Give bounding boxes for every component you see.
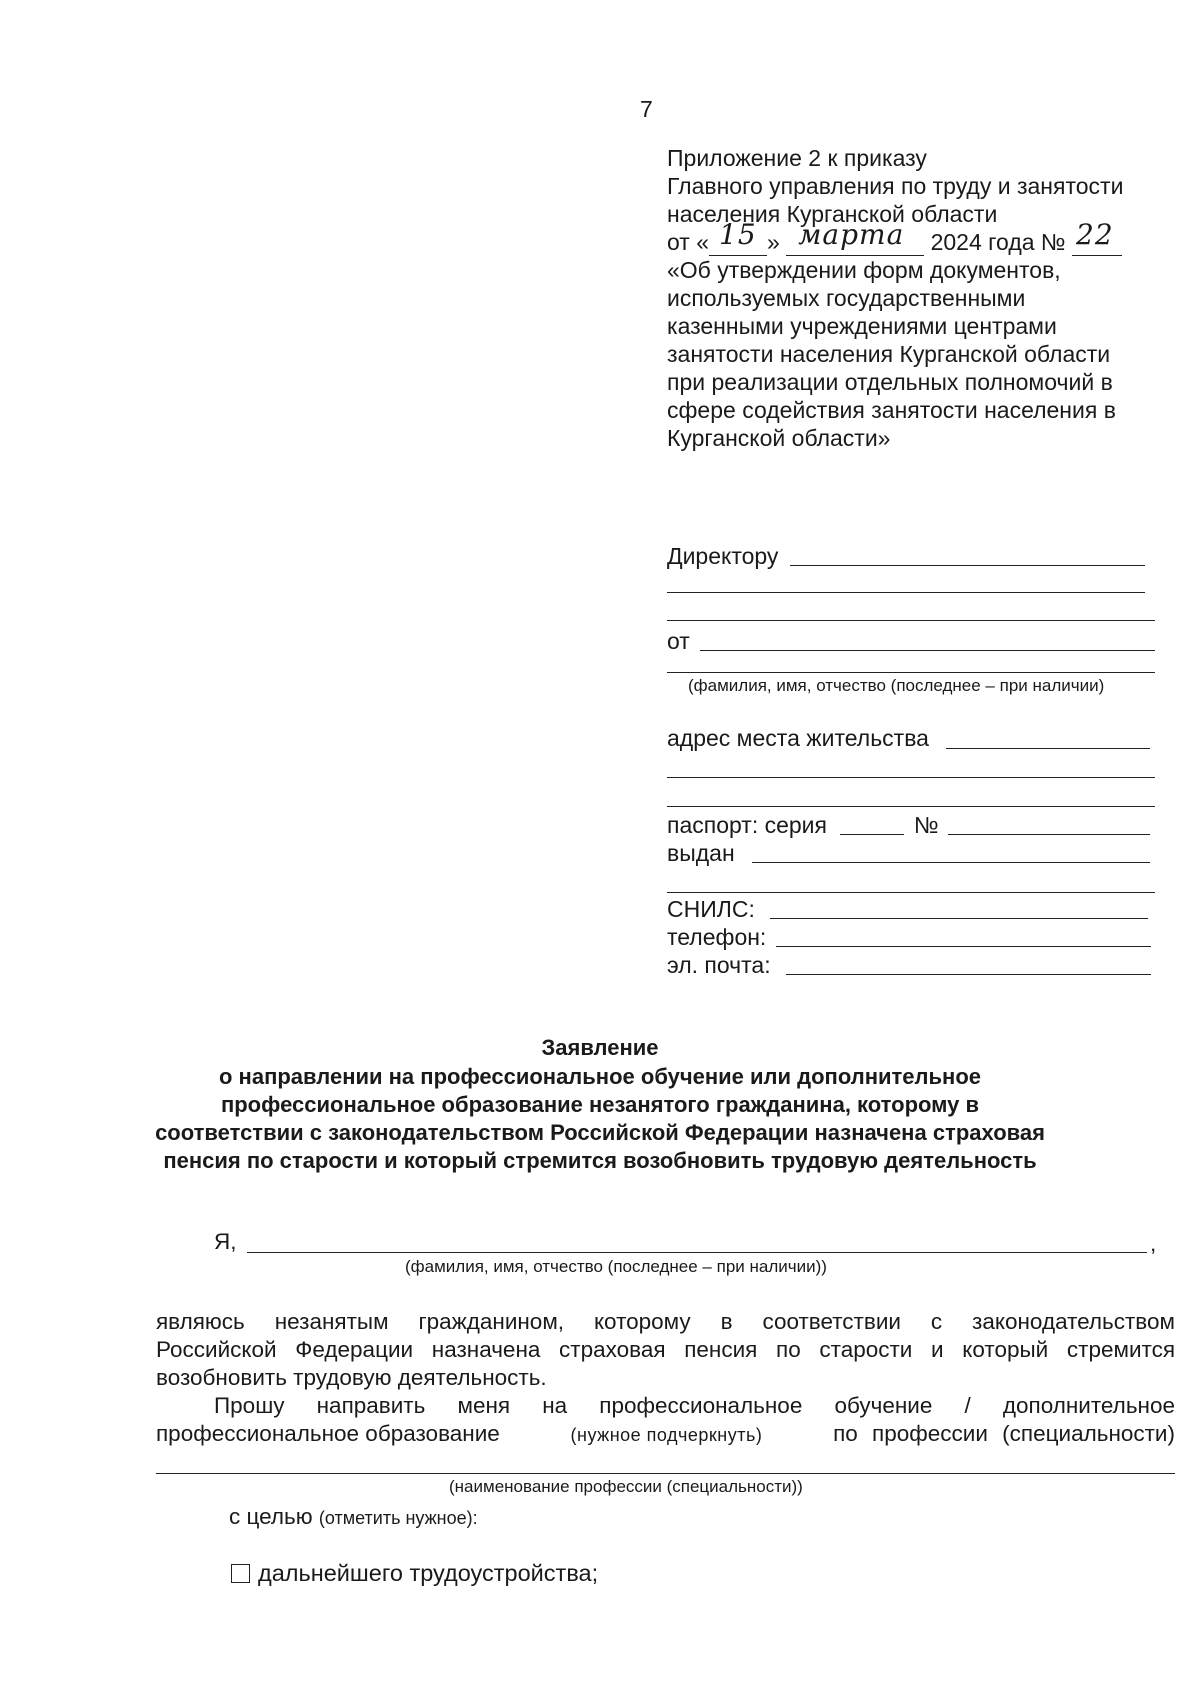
employment-checkbox[interactable] [231, 1564, 250, 1583]
number-field [1072, 218, 1122, 256]
snils-field[interactable] [770, 918, 1148, 919]
appendix-subject-line: сфере содействия занятости населения в [667, 397, 1116, 423]
from-fio-hint: (фамилия, имя, отчество (последнее – при наличии) [688, 676, 1105, 695]
address-field-line2[interactable] [667, 777, 1155, 778]
para2-line2-start: профессиональное образование [156, 1421, 500, 1446]
issued-label: выдан [667, 840, 735, 866]
para1-line2: Российской Федерации назначена страховая пенсия по старости и который стремится [156, 1337, 1175, 1362]
director-field-line2[interactable] [667, 592, 1145, 593]
issued-field-line2[interactable] [667, 892, 1155, 893]
applicant-fio-hint: (фамилия, имя, отчество (последнее – при наличии)) [405, 1257, 827, 1276]
address-label: адрес места жительства [667, 725, 929, 751]
day-field [709, 218, 767, 256]
appendix-subject-line: «Об утверждении форм документов, [667, 257, 1061, 283]
from-field[interactable] [700, 650, 1155, 651]
appendix-subject-line: занятости населения Курганской области [667, 341, 1111, 367]
appendix-subject-line: используемых государственными [667, 285, 1026, 311]
director-field-line3[interactable] [667, 620, 1155, 621]
appendix-subject-line: при реализации отдельных полномочий в [667, 369, 1113, 395]
purpose-line [229, 1503, 478, 1532]
appendix-date-line [667, 218, 1122, 256]
appendix-line1: Приложение 2 к приказу [667, 145, 927, 171]
purpose-label: с целью [229, 1504, 313, 1529]
applicant-fio-field[interactable] [247, 1252, 1147, 1253]
appendix-subject-line: казенными учреждениями центрами [667, 313, 1057, 339]
phone-label: телефон: [667, 924, 767, 950]
appendix-subject-line: Курганской области» [667, 425, 891, 451]
day-handwritten: 15 [719, 218, 757, 251]
passport-number-field[interactable] [948, 834, 1150, 835]
para1-line1: являюсь незанятым гражданином, которому в соответствии с законодательством [156, 1309, 1175, 1334]
profession-hint: (наименование профессии (специальности)) [449, 1477, 803, 1496]
month-handwritten: марта [798, 218, 905, 251]
purpose-hint: (отметить нужное): [318, 1508, 478, 1528]
statement-title: Заявление [541, 1035, 659, 1060]
i-label: Я, [214, 1229, 237, 1254]
phone-field[interactable] [776, 946, 1151, 947]
appendix-line3: населения Курганской области [667, 201, 998, 227]
director-field[interactable] [790, 565, 1145, 566]
issued-field[interactable] [752, 862, 1150, 863]
passport-series-field[interactable] [840, 834, 904, 835]
para2-line1: Прошу направить меня на профессиональное обучение / дополнительное [214, 1393, 1175, 1418]
snils-label: СНИЛС: [667, 896, 755, 922]
date-mid: » [767, 229, 780, 255]
statement-subtitle-line: пенсия по старости и который стремится возобновить трудовую деятельность [163, 1148, 1037, 1173]
month-field [786, 218, 924, 256]
passport-number-label: № [914, 812, 939, 838]
para1-line3: возобновить трудовую деятельность. [156, 1365, 547, 1390]
director-label: Директору [667, 543, 779, 569]
profession-field[interactable] [156, 1473, 1175, 1474]
from-field-line2[interactable] [667, 672, 1155, 673]
email-field[interactable] [786, 974, 1151, 975]
statement-subtitle-line: профессиональное образование незанятого гражданина, которому в [220, 1092, 980, 1117]
address-field[interactable] [946, 748, 1150, 749]
date-prefix: от « [667, 229, 710, 255]
from-label: от [667, 628, 690, 654]
passport-series-label: паспорт: серия [667, 812, 827, 838]
address-field-line3[interactable] [667, 806, 1155, 807]
year-text: 2024 года № [930, 229, 1066, 255]
statement-subtitle-line: о направлении на профессиональное обучение или дополнительное [219, 1064, 981, 1089]
statement-subtitle-line: соответствии с законодательством Российской Федерации назначена страховая [155, 1120, 1045, 1145]
number-handwritten: 22 [1076, 218, 1114, 251]
para2-line2 [156, 1420, 1175, 1449]
option-employment-label: дальнейшего трудоустройства; [258, 1560, 599, 1586]
option-employment[interactable] [231, 1560, 598, 1587]
underline-hint: (нужное подчеркнуть) [570, 1425, 763, 1445]
email-label: эл. почта: [667, 952, 771, 978]
para2-line2-end: по профессии (специальности) [833, 1421, 1175, 1446]
appendix-line2: Главного управления по труду и занятости [667, 173, 1124, 199]
page-number: 7 [640, 96, 653, 122]
fio-comma: , [1150, 1231, 1157, 1256]
